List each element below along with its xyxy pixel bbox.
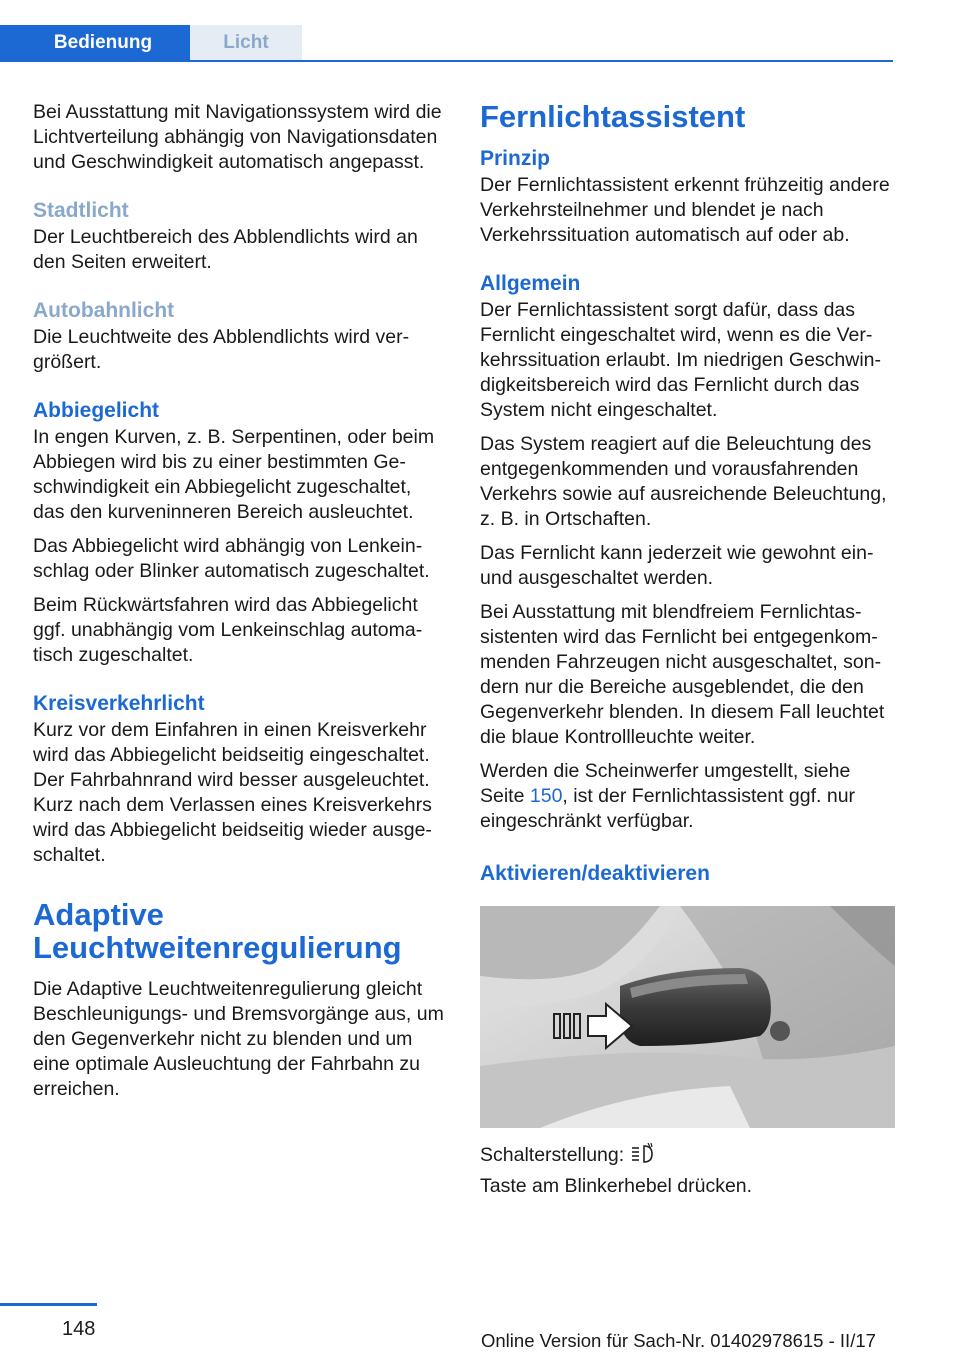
stadtlicht-text: Der Leuchtbereich des Abblendlichts wird an den Seiten erweitert. (33, 226, 418, 273)
allgemein-text-1: Der Fernlichtassistent sorgt dafür, dass das Fernlicht eingeschaltet wird, wenn es die Verkehrssituation erlaubt. Im niedrigen Geschwindigkeitsbereich wird das Fernlicht durch das System nicht eingeschaltet. (480, 299, 882, 421)
allgemein-text-3: Das Fernlicht kann jederzeit wie gewohnt ein- und ausgeschaltet werden. (480, 542, 874, 589)
abbiegelicht-text-2: Das Abbiegelicht wird abhängig von Lenkeinschlag oder Blinker automatisch zugeschaltet. (33, 535, 430, 582)
heading-allgemein: Allgemein (480, 272, 581, 295)
autobahnlicht-text: Die Leuchtweite des Abblendlichts wird vergrößert. (33, 326, 410, 373)
online-version-text: Online Version für Sach-Nr. 01402978615 - II/17 (481, 1330, 876, 1351)
heading-autobahnlicht: Autobahnlicht (33, 299, 175, 322)
kreisverkehrlicht-text: Kurz vor dem Einfahren in einen Kreisverkehr wird das Abbiegelicht beidseitig eingeschaltet. Der Fahrbahnrand wird besser ausgeleuchtet. Kurz nach dem Verlassen eines Kreisverkehrs wird das Abbiegelicht beidseitig wieder ausgeschaltet. (33, 719, 432, 866)
schalter-line (480, 1142, 895, 1168)
allgemein-text-4: Bei Ausstattung mit blendfreiem Fernlichtassistenten wird das Fernlicht bei entgegenkommenden Fahrzeugen nicht ausgeschaltet, sondern nur die Bereiche ausgeblendet, die den Gegenverkehr blenden. In diesem Fall leuchtet die blaue Kontrollleuchte weiter. (480, 601, 885, 748)
right-column (480, 100, 895, 1208)
high-beam-assistant-icon (630, 1142, 656, 1164)
heading-kreisverkehrlicht: Kreisverkehrlicht (33, 692, 205, 715)
page-ref-before: Werden die Scheinwerfer umgestellt, siehe Seite (480, 760, 851, 807)
page-link-150[interactable]: 150 (529, 785, 563, 807)
abbiegelicht-text-1: In engen Kurven, z. B. Serpentinen, oder beim Abbiegen wird bis zu einer bestimmten Geschwindigkeit ein Abbiegelicht zugeschaltet, das den kurveninneren Bereich ausleuchtet. (33, 426, 435, 523)
tab-bedienung[interactable]: Bedienung (0, 25, 190, 61)
heading-prinzip: Prinzip (480, 147, 551, 170)
left-column (33, 100, 448, 1111)
page-ref-after: , ist der Fernlichtassistent ggf. nur eingeschränkt verfügbar. (480, 785, 856, 832)
heading-adaptive-leuchtweitenregulierung: Adaptive Leuchtweitenregulierung (33, 897, 402, 965)
heading-aktivieren-deaktivieren: Aktivieren/deaktivieren (480, 862, 710, 885)
footer-rule (0, 1303, 97, 1306)
chapter-tabs (0, 25, 302, 61)
header-rule (0, 60, 893, 62)
schalter-label: Schalterstellung: (480, 1144, 625, 1166)
tab-licht[interactable]: Licht (190, 25, 302, 61)
turn-signal-lever-illustration (480, 906, 895, 1128)
heading-stadtlicht: Stadtlicht (33, 199, 129, 222)
prinzip-text: Der Fernlichtassistent erkennt frühzeitig andere Verkehrsteilnehmer und blendet je nach Verkehrssituation automatisch auf oder ab. (480, 174, 890, 246)
allgemein-text-2: Das System reagiert auf die Beleuchtung des entgegenkommenden und vorausfahrenden Verkehrs sowie auf ausreichende Beleuchtung, z. B. in Ortschaften. (480, 433, 887, 530)
abbiegelicht-text-3: Beim Rückwärtsfahren wird das Abbiegelicht ggf. unabhängig vom Lenkeinschlag automatisch zugeschaltet. (33, 594, 423, 666)
instruction-text: Taste am Blinkerhebel drücken. (480, 1175, 753, 1197)
page-number: 148 (62, 1318, 96, 1340)
adaptive-text: Die Adaptive Leuchtweitenregulierung gleicht Beschleunigungs- und Bremsvorgänge aus, um den Gegenverkehr nicht zu blenden und um eine optimale Ausleuchtung der Fahrbahn zu erreichen. (33, 978, 444, 1100)
intro-paragraph: Bei Ausstattung mit Navigationssystem wird die Lichtverteilung abhängig von Navigationsdaten und Geschwindigkeit automatisch angepasst. (33, 101, 442, 173)
heading-abbiegelicht: Abbiegelicht (33, 399, 160, 422)
allgemein-text-5 (480, 759, 895, 834)
heading-fernlichtassistent: Fernlichtassistent (480, 99, 746, 134)
